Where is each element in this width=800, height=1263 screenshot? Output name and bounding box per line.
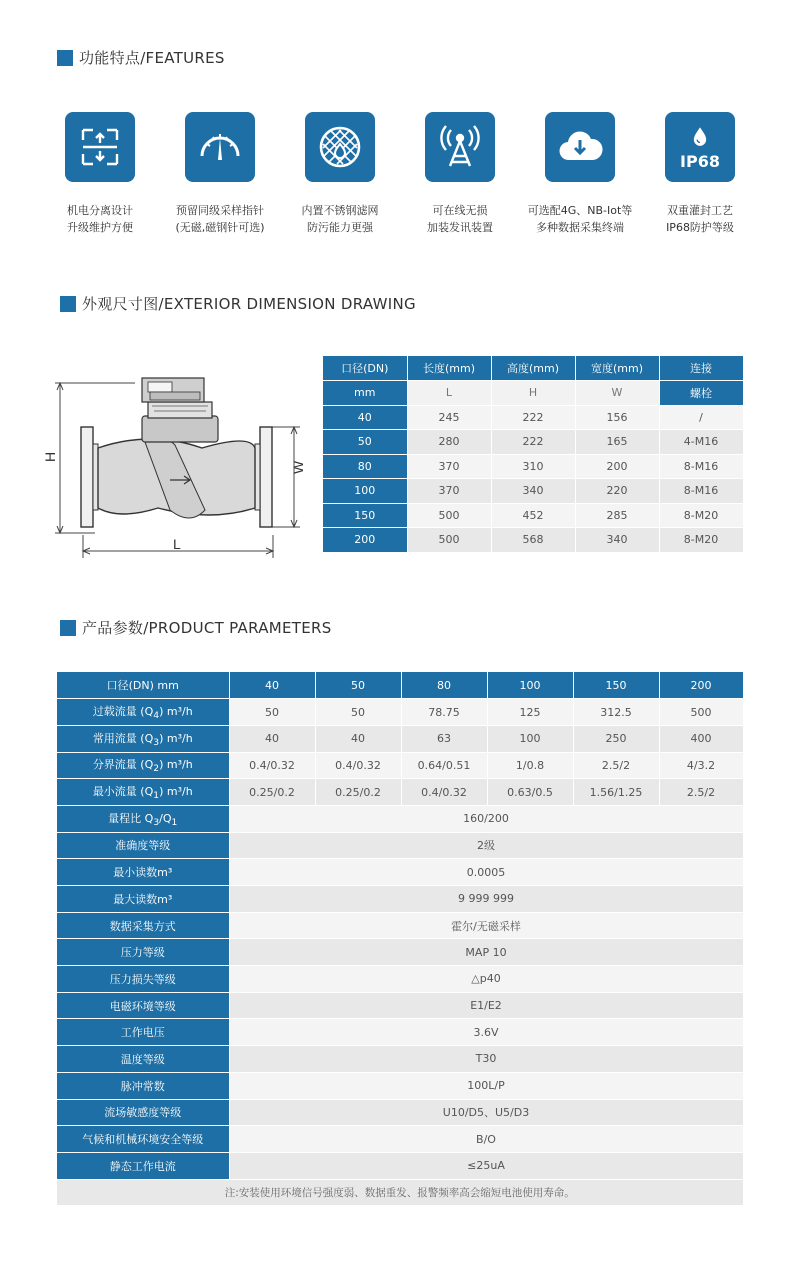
title-marker: [60, 620, 76, 636]
dimension-header-row: 口径(DN) 长度(mm) 高度(mm) 宽度(mm) 连接: [323, 356, 743, 381]
table-row: 量程比 $Q_3/Q_1$ 160/200: [57, 805, 743, 832]
table-row: 压力损失等级 △p40: [57, 966, 743, 993]
label-h: H: [42, 451, 58, 462]
label-l: L: [173, 536, 181, 552]
feature-item: 预留同级采样指针 (无磁,磁钢针可选): [160, 112, 280, 236]
note-text: 注:安装使用环境信号强度弱、数据重发、报警频率高会缩短电池使用寿命。: [57, 1179, 743, 1205]
note-row: [57, 1179, 743, 1205]
table-row: 气候和机械环境安全等级 B/O: [57, 1126, 743, 1153]
feature-item: 机电分离设计 升级维护方便: [40, 112, 160, 236]
table-row: 静态工作电流 ≤25uA: [57, 1152, 743, 1179]
feature-item: 内置不锈钢滤网 防污能力更强: [280, 112, 400, 236]
dimension-subheader-row: mm L H W 螺栓: [323, 381, 743, 406]
features-row: [40, 112, 760, 236]
table-row: 150 500 452 285 8-M20: [323, 503, 743, 528]
table-row: 50 280 222 165 4-M16: [323, 430, 743, 455]
table-row: 过载流量 $(Q_4)$ m³/h 50 50 78.75 125 312.5 500: [57, 699, 743, 726]
table-row: 最大读数m³ 9 999 999: [57, 886, 743, 913]
dimension-title: 外观尺寸图/EXTERIOR DIMENSION DRAWING: [60, 293, 416, 314]
table-row: 最小流量 $(Q_1)$ m³/h 0.25/0.2 0.25/0.2 0.4/0.32 0.63/0.5 1.56/1.25 2.5/2: [57, 779, 743, 806]
table-row: 温度等级 T30: [57, 1046, 743, 1073]
title-marker: [60, 296, 76, 312]
params-table: [57, 672, 744, 1206]
table-row: 数据采集方式 霍尔/无磁采样: [57, 912, 743, 939]
ip68-drop-icon: [665, 112, 735, 182]
table-row: 压力等级 MAP 10: [57, 939, 743, 966]
table-row: 流场敏感度等级 U10/D5、U5/D3: [57, 1099, 743, 1126]
features-title: 功能特点/FEATURES: [57, 47, 225, 68]
feature-item: 可在线无损 加装发讯装置: [400, 112, 520, 236]
table-row: 100 370 340 220 8-M16: [323, 479, 743, 504]
dimension-table: [323, 356, 744, 553]
params-header-row: 口径(DN) mm 40 50 80 100 150 200: [57, 672, 743, 699]
title-marker: [57, 50, 73, 66]
params-title: 产品参数/PRODUCT PARAMETERS: [60, 617, 332, 638]
exterior-dimension-drawing: [42, 370, 310, 570]
table-row: 电磁环境等级 E1/E2: [57, 992, 743, 1019]
separation-icon: [65, 112, 135, 182]
table-row: 40 245 222 156 /: [323, 405, 743, 430]
cloud-download-icon: [545, 112, 615, 182]
table-row: 最小读数m³ 0.0005: [57, 859, 743, 886]
table-row: 常用流量 $(Q_3)$ m³/h 40 40 63 100 250 400: [57, 725, 743, 752]
label-w: W: [290, 460, 306, 474]
feature-item: IP68 双重灌封工艺 IP68防护等级: [640, 112, 760, 236]
table-row: 准确度等级 2级: [57, 832, 743, 859]
filter-mesh-icon: [305, 112, 375, 182]
table-row: 80 370 310 200 8-M16: [323, 454, 743, 479]
table-row: 脉冲常数 100L/P: [57, 1072, 743, 1099]
table-row: 分界流量 $(Q_2)$ m³/h 0.4/0.32 0.4/0.32 0.64/0.51 1/0.8 2.5/2 4/3.2: [57, 752, 743, 779]
table-row: 200 500 568 340 8-M20: [323, 528, 743, 553]
gauge-pointer-icon: [185, 112, 255, 182]
ip68-label: IP68: [680, 152, 720, 171]
table-row: 工作电压 3.6V: [57, 1019, 743, 1046]
feature-item: 可选配4G、NB-Iot等 多种数据采集终端: [520, 112, 640, 236]
antenna-icon: [425, 112, 495, 182]
